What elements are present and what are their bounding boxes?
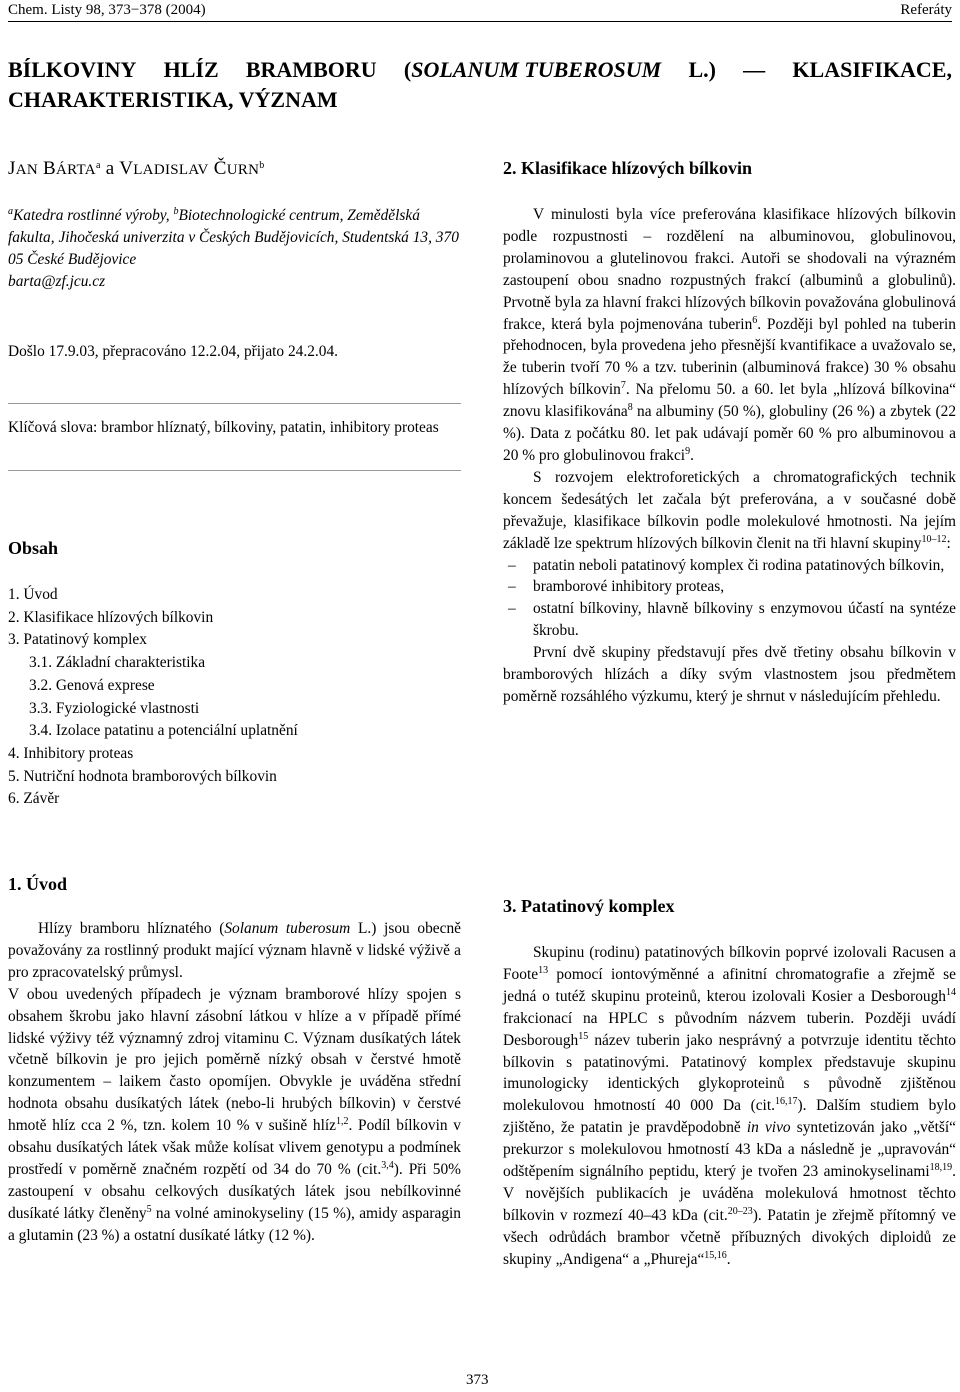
section-1-paragraph-2: [8, 984, 461, 1247]
toc-subitem[interactable]: 3.1. Základní charakteristika: [29, 654, 206, 672]
received-dates: Došlo 17.9.03, přepracováno 12.2.04, přijato 24.2.04.: [8, 343, 338, 360]
title-dash: —: [743, 57, 766, 82]
section-1-body: [8, 918, 461, 1247]
citation-ref[interactable]: 1,2: [335, 1116, 349, 1128]
text-run: V minulosti byla více preferována klasifikace hlízových bílkovin podle rozpustnosti – rozdělení na albuminovou, globulinovou, prolaminovou a glutelinovou frakci. Autoři se shodovali na výrazném zastoupení obou snadno rozpustných frakcí (albuminů a globulinů). Prvotně byla za hlavní frakci hlízových bílkovin považována globulinová frakce, která byla pojmenována tuberin: [503, 206, 956, 333]
citation-ref[interactable]: 13: [538, 964, 549, 976]
toc-item[interactable]: 5. Nutriční hodnota bramborových bílkovin: [8, 767, 277, 785]
section-2-paragraph-2: [503, 467, 956, 555]
citation-ref[interactable]: 9: [685, 445, 691, 457]
text-run: .: [726, 1250, 731, 1268]
text-run: V obou uvedených případech je význam bramborové hlízy spojen s obsahem škrobu jako hlavní zásobní látkou v hlíze a v případě přímé lidské výživy též významný zdroj vitaminu C. Význam dusíkatých látek včetně bílkovin je pro jejich poměrně nízký obsah v čerstvé hmotě konzumentem – laikem často opomíjen. Obvykle je uváděna střední hodnota obsahu dusíkatých látek (nebo-li hrubých bílkovin) v čerstvé hmotě hlíz cca 2 %, tzn. kolem 10 % v sušině hlíz: [8, 985, 461, 1135]
citation-ref[interactable]: 5: [146, 1203, 152, 1215]
keywords-top-rule: [8, 403, 461, 404]
title-word-l: L.): [688, 57, 716, 82]
toc-item[interactable]: 4. Inhibitory proteas: [8, 744, 134, 762]
text-run: na volné aminokyseliny (15 %), amidy asparagin a glutamin (23 %) a ostatní dusíkaté látky (12 %).: [8, 1204, 461, 1244]
toc-heading: Obsah: [8, 538, 59, 558]
citation-ref[interactable]: 8: [627, 402, 633, 414]
citation-ref[interactable]: 3,4: [381, 1159, 394, 1171]
toc-item[interactable]: 6. Závěr: [8, 790, 60, 808]
text-run: :: [946, 534, 951, 552]
keywords-bottom-rule: [8, 470, 461, 471]
toc-subitem[interactable]: 3.4. Izolace patatinu a potenciální uplatnění: [29, 722, 298, 740]
citation-ref[interactable]: 20–23: [727, 1205, 753, 1217]
protein-groups-list: [503, 555, 956, 643]
author-1-affil-mark: a: [95, 160, 101, 171]
section-2-paragraph-3: První dvě skupiny představují přes dvě třetiny obsahu bílkovin v bramborových hlízách a díky svým vlastnostem jsou předmětem poměrně rozsáhlého výzkumu, který je shrnut v následujícím přehledu.: [503, 644, 956, 705]
text-run: ). Patatin je zřejmě přítomný ve všech odrůdách brambor včetně příbuzných divokých diploidů ze skupiny „Andigena“ a „Phureja“: [503, 1206, 956, 1268]
toc-subitem[interactable]: 3.2. Genová exprese: [29, 676, 155, 694]
text-run: . Později byl pohled na tuberin přehodnocen, byla provedena jeho přesnější kvantifikace a uvažovalo se, že tuberin tvoří 70 % a tzv. tuberinin (albuminová frakce) 30 % obsahu hlízových bílkovin: [503, 315, 956, 399]
text-run: . Podíl bílkovin v obsahu dusíkatých látek však může kolísat vlivem genotypu a podmínek prostředí v poměrně značném rozpětí od 34 do 70 % (cit.: [8, 1117, 461, 1178]
author-2-last-rest: URN: [226, 162, 260, 178]
species-name: Solanum tuberosum: [224, 920, 351, 937]
section-3-heading: 3. Patatinový komplex: [503, 896, 675, 916]
affiliation: [8, 205, 466, 293]
table-of-contents: [8, 584, 298, 811]
section-1-paragraph-1: [8, 918, 461, 984]
section-2-body: [503, 204, 956, 708]
text-run: .: [690, 446, 694, 464]
running-header: [8, 0, 952, 22]
affil-dept: Katedra rostlinné výroby,: [13, 207, 174, 224]
title-species-group: (SOLANUM TUBEROSUM: [403, 57, 662, 82]
text-run: na albuminy (50 %), globuliny (26 %) a zbytek (22 %). Data z počátku 80. let pak udávají poměr 60 % pro albuminovou a 20 % pro globulinovou frakci: [503, 403, 957, 464]
author-email-link[interactable]: barta@zf.jcu.cz: [8, 273, 106, 290]
author-2-affil-mark: b: [259, 160, 265, 171]
text-run: . Na přelomu 50. a 60. let byla „hlízová bílkovina“ znovu klasifikována: [503, 381, 956, 421]
text-run: ). Při 50% zastoupení v obsahu celkových dusíkatých látek jsou nebílkovinné dusíkaté látky členěny: [8, 1160, 461, 1222]
header-rule: [8, 21, 952, 22]
text-run: frakcionací na HPLC s původním názvem tuberin. Později uvádí Desborough: [503, 1009, 956, 1049]
author-1-last-rest: ÁRTA: [56, 162, 96, 178]
title-species: SOLANUM TUBEROSUM: [411, 57, 662, 82]
journal-citation: Chem. Listy 98, 373−378 (2004): [8, 2, 206, 18]
author-2-first-rest: LADISLAV: [133, 162, 209, 178]
article-title: [8, 55, 952, 115]
text-run: název tuberin jako nesprávný a potvrzuje identitu těchto bílkovin s patatinovými. Patatinový komplex představuje skupinu imunologicky identických glykoproteinů s původně zjištěnou molekulovou hmotností 40 000 Da (cit.: [503, 1031, 956, 1115]
citation-ref[interactable]: 15,16: [704, 1249, 727, 1261]
section-label: Referáty: [900, 2, 952, 18]
title-word-bilkoviny: BÍLKOVINY: [8, 57, 137, 82]
list-item: – patatin neboli patatinový komplex či rodina patatinových bílkovin,: [503, 555, 956, 577]
title-word-bramboru: BRAMBORU: [245, 57, 377, 82]
affil-address: Biotechnologické centrum, Zemědělská fakulta, Jihočeská univerzita v Českých Budějovicích, Studentská 13, 370 05 České Budějovice: [8, 207, 459, 268]
text-run: syntetizován jako „větší“ prekurzor s molekulovou hmotností 43 kDa a následně je „upravován“ odštěpením signálního peptidu, který je tvořen 23 aminokyselinami: [503, 1119, 957, 1181]
toc-subitem[interactable]: 3.3. Fyziologické vlastnosti: [29, 699, 200, 717]
text-run: L.) jsou obecně považovány za rostlinný produkt mající význam hlavně v lidské výživě a pro zpracovatelský průmysl.: [8, 920, 461, 981]
list-item: – bramborové inhibitory proteas,: [503, 576, 956, 598]
title-word-hliz: HLÍZ: [163, 57, 219, 82]
author-1-first-initial: J: [8, 158, 16, 179]
author-2-last-initial: Č: [208, 158, 227, 179]
author-1-first-rest: AN: [15, 162, 38, 178]
toc-item[interactable]: 3. Patatinový komplex: [8, 631, 147, 649]
text-run: Hlízy bramboru hlíznatého (: [38, 920, 225, 937]
text-run: pomocí iontovýměnné a afinitní chromatografie a zřejmě se jedná o tutéž skupinu proteinů, kterou izolovali Kosier a Desborough: [503, 965, 956, 1005]
author-1-last-initial: B: [37, 158, 56, 179]
citation-ref[interactable]: 7: [620, 380, 626, 392]
authors-conjunction: a: [100, 158, 120, 179]
affil-mark-b: b: [173, 206, 179, 217]
toc-item[interactable]: 1. Úvod: [8, 586, 58, 603]
title-line-1: [8, 55, 952, 85]
citation-ref[interactable]: 16,17: [774, 1096, 798, 1108]
section-3-paragraph-1: [503, 942, 956, 1271]
citation-ref[interactable]: 18,19: [929, 1162, 953, 1174]
citation-ref[interactable]: 15: [578, 1030, 589, 1042]
toc-item[interactable]: 2. Klasifikace hlízových bílkovin: [8, 608, 214, 626]
section-1-heading: 1. Úvod: [8, 874, 68, 894]
section-2-heading: 2. Klasifikace hlízových bílkovin: [503, 158, 753, 178]
citation-ref[interactable]: 6: [752, 314, 758, 326]
latin-term: in vivo: [746, 1119, 791, 1137]
list-item: – ostatní bílkoviny, hlavně bílkoviny s enzymovou účastí na syntéze škrobu.: [503, 598, 956, 642]
author-2-first-initial: V: [119, 158, 134, 179]
affil-mark-a: a: [8, 206, 13, 217]
section-2-paragraph-1: [503, 204, 956, 467]
title-line-2: CHARAKTERISTIKA, VÝZNAM: [8, 87, 338, 112]
title-word-klasifikace: KLASIFIKACE,: [792, 57, 952, 82]
text-run: S rozvojem elektroforetických a chromatografických technik koncem šedesátých let začala být preferována, a v současné době převažuje, klasifikace bílkovin podle molekulové hmotnosti. Na jejím základě lze spektrum hlízových bílkovin členit na tři hlavní skupiny: [503, 468, 956, 552]
text-run: ). Dalším studiem bylo zjištěno, že patatin je pravděpodobně: [503, 1097, 957, 1137]
text-run: Skupinu (rodinu) patatinových bílkovin poprvé izolovali Racusen a Foote: [503, 944, 956, 983]
citation-ref[interactable]: 14: [946, 986, 956, 998]
page-number: 373: [466, 1372, 489, 1388]
keywords: Klíčová slova: brambor hlíznatý, bílkoviny, patatin, inhibitory proteas: [8, 419, 439, 436]
text-run: . V novějších publikacích je uváděna molekulová hmotnost těchto bílkovin v rozmezí 40–43 kDa (cit.: [503, 1163, 956, 1224]
authors: [8, 158, 265, 182]
citation-ref[interactable]: 10–12: [921, 533, 947, 545]
section-3-body: [503, 942, 956, 1271]
